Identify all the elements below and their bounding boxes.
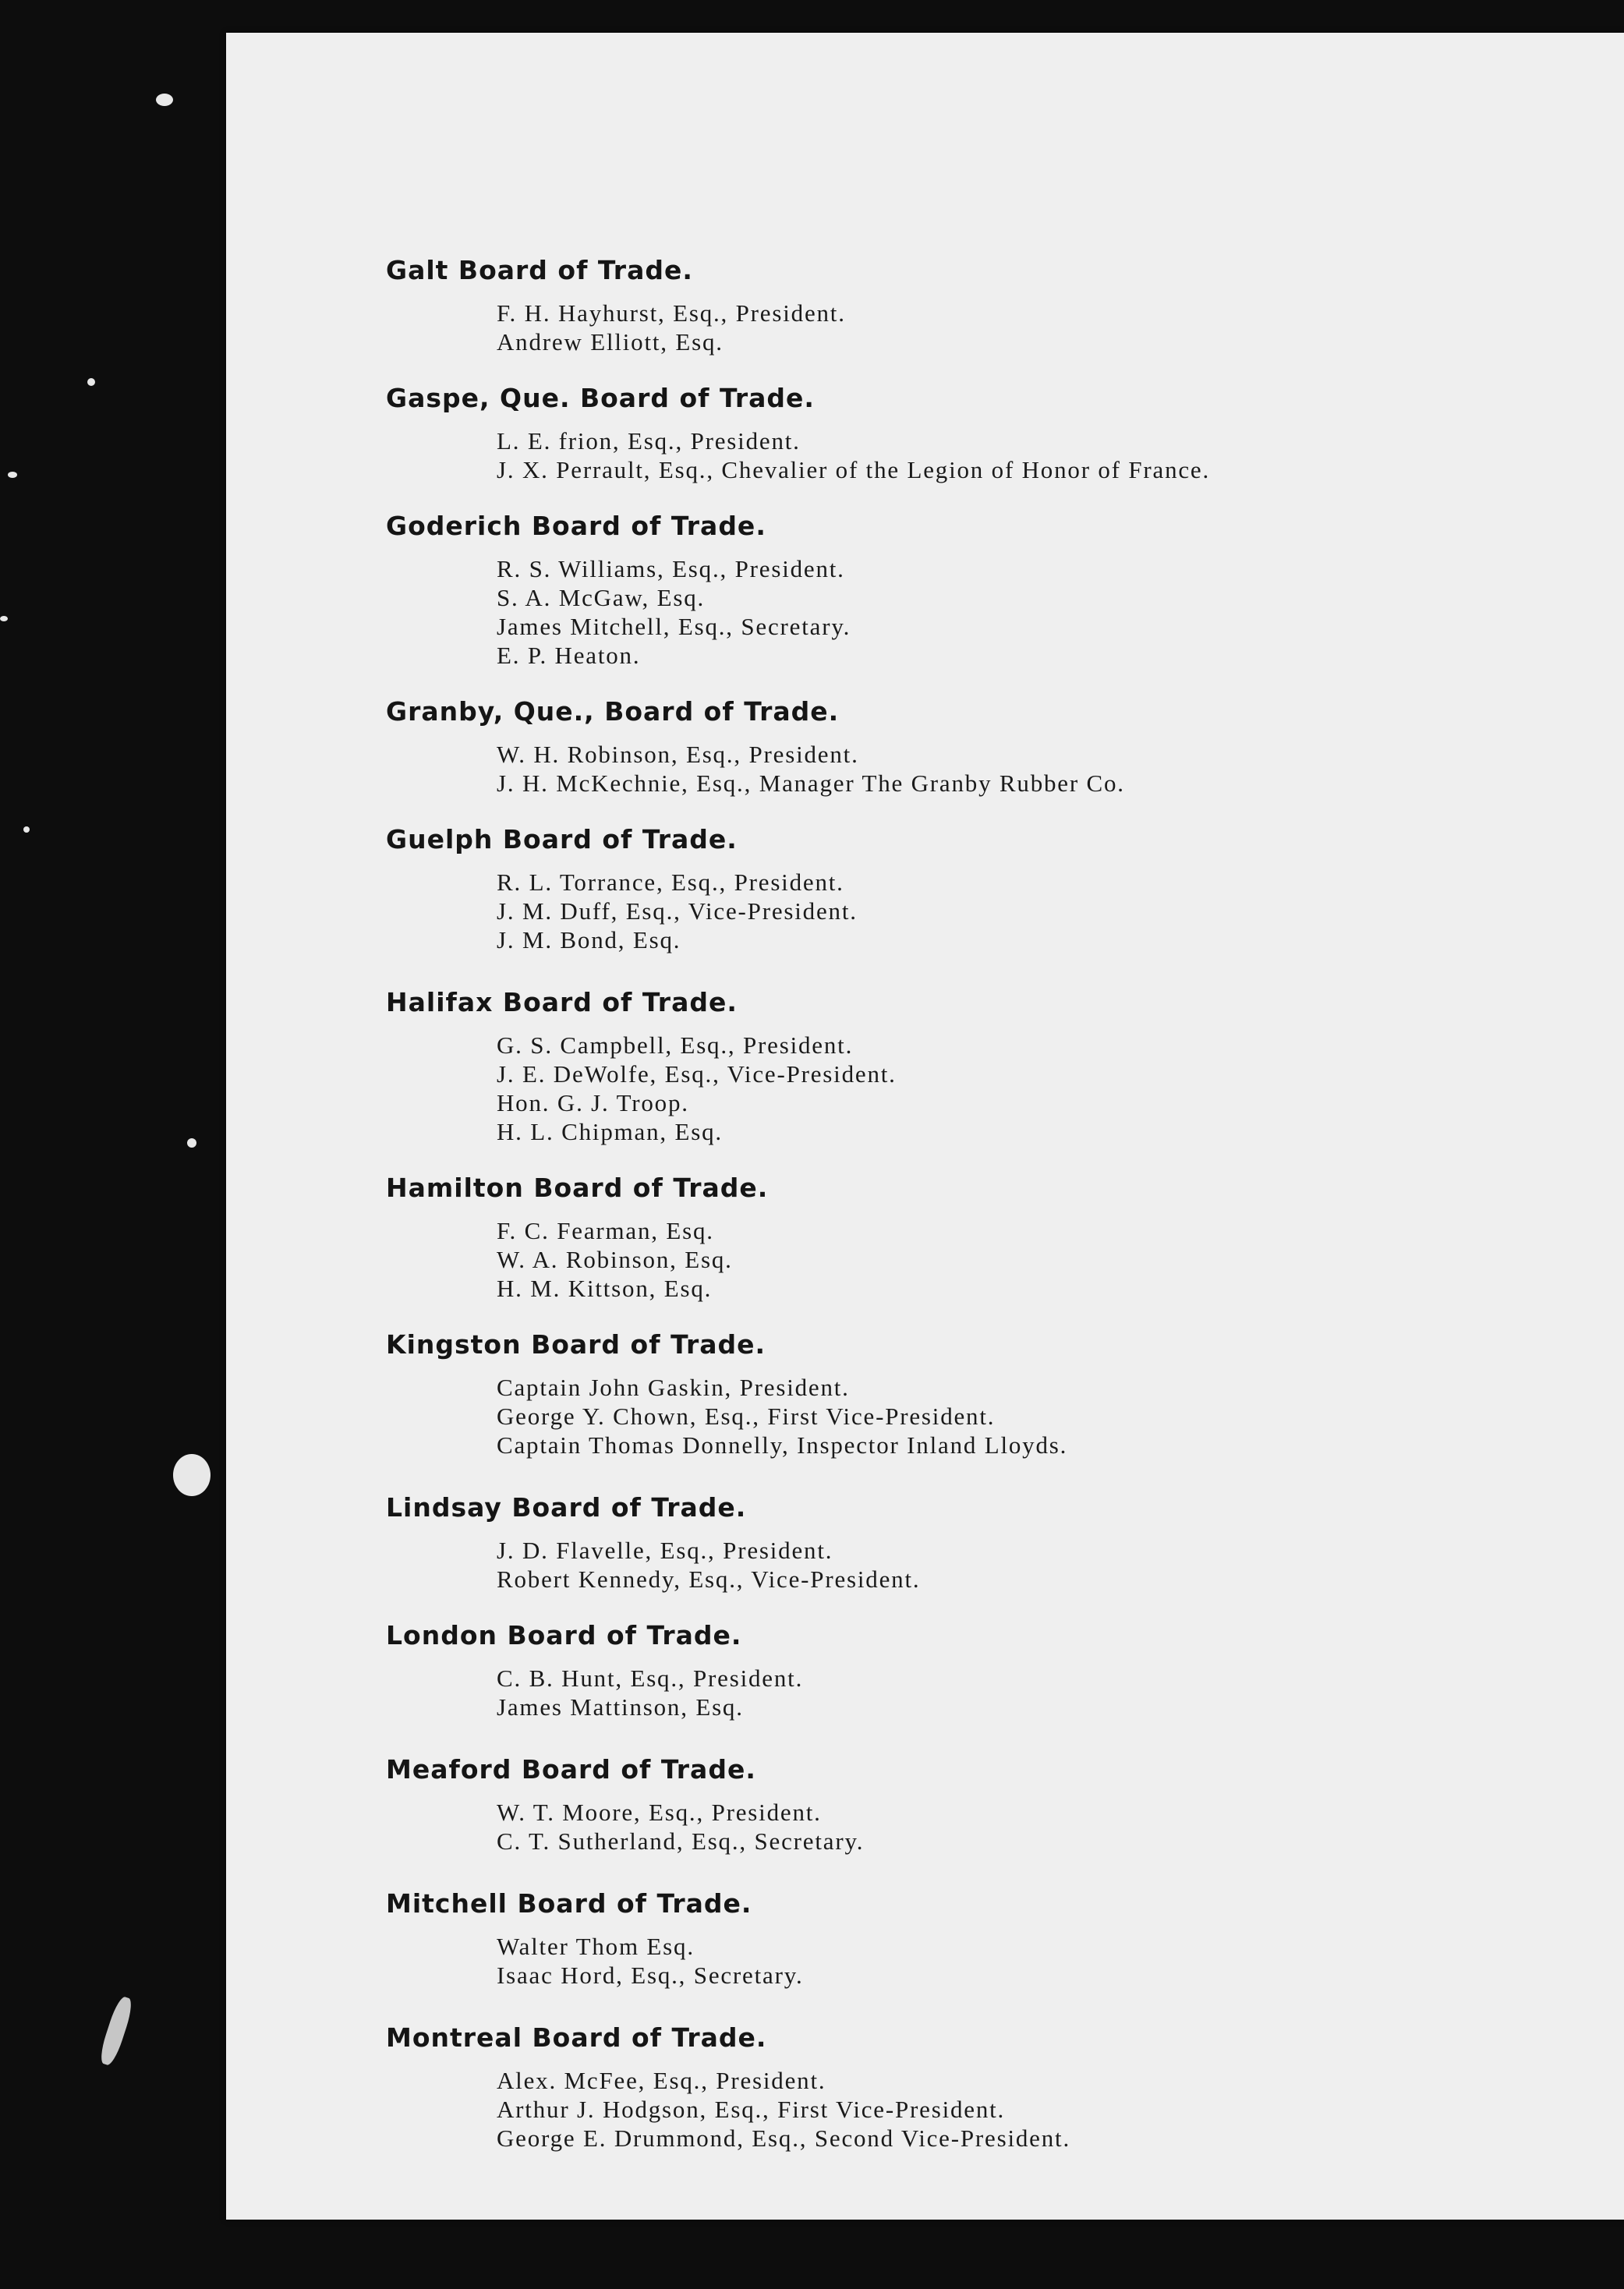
board-entry	[386, 255, 1602, 356]
member-line: Captain Thomas Donnelly, Inspector Inland Lloyds.	[497, 1431, 1068, 1459]
member-line: R. L. Torrance, Esq., President.	[497, 869, 844, 896]
board-heading: London Board of Trade.	[386, 1620, 742, 1650]
member-line: Robert Kennedy, Esq., Vice-President.	[497, 1566, 921, 1593]
board-entry	[386, 511, 1602, 670]
member-line: S. A. McGaw, Esq.	[497, 584, 706, 611]
member-line: J. H. McKechnie, Esq., Manager The Granby Rubber Co.	[497, 769, 1125, 797]
board-heading: Meaford Board of Trade.	[386, 1754, 756, 1785]
member-list	[497, 1536, 1602, 1594]
board-entry	[386, 1754, 1602, 1856]
member-line: J. D. Flavelle, Esq., President.	[497, 1537, 833, 1564]
scan-speck	[0, 616, 8, 621]
member-list	[497, 1373, 1602, 1459]
board-entry	[386, 1888, 1602, 1990]
board-heading: Mitchell Board of Trade.	[386, 1888, 752, 1919]
member-list	[497, 1664, 1602, 1721]
board-entry	[386, 383, 1602, 484]
board-entry	[386, 987, 1602, 1146]
board-entry	[386, 1329, 1602, 1459]
scan-speck	[156, 94, 173, 106]
board-heading: Guelph Board of Trade.	[386, 824, 738, 854]
member-line: F. H. Hayhurst, Esq., President.	[497, 299, 846, 327]
board-heading: Kingston Board of Trade.	[386, 1329, 766, 1360]
member-line: W. H. Robinson, Esq., President.	[497, 741, 859, 768]
member-line: H. L. Chipman, Esq.	[497, 1118, 723, 1145]
member-line: W. A. Robinson, Esq.	[497, 1246, 733, 1273]
member-line: C. T. Sutherland, Esq., Secretary.	[497, 1827, 865, 1855]
board-heading: Montreal Board of Trade.	[386, 2022, 767, 2053]
board-list	[386, 255, 1602, 2179]
board-entry	[386, 824, 1602, 954]
member-list	[497, 1798, 1602, 1856]
scan-speck	[97, 1995, 136, 2067]
member-list	[497, 740, 1602, 798]
board-entry	[386, 1620, 1602, 1721]
member-line: J. E. DeWolfe, Esq., Vice-President.	[497, 1060, 897, 1088]
member-list	[497, 426, 1602, 484]
member-list	[497, 299, 1602, 356]
board-heading: Hamilton Board of Trade.	[386, 1173, 769, 1203]
member-line: James Mattinson, Esq.	[497, 1693, 744, 1721]
scan-speck	[87, 378, 95, 386]
board-entry	[386, 2022, 1602, 2153]
member-list	[497, 868, 1602, 954]
member-line: C. B. Hunt, Esq., President.	[497, 1665, 804, 1692]
scan-speck	[8, 472, 17, 478]
document-page	[226, 33, 1624, 2220]
member-line: J. M. Bond, Esq.	[497, 926, 681, 953]
member-line: J. X. Perrault, Esq., Chevalier of the Legion of Honor of France.	[497, 456, 1211, 483]
board-heading: Galt Board of Trade.	[386, 255, 693, 285]
member-line: Alex. McFee, Esq., President.	[497, 2067, 826, 2094]
member-list	[497, 554, 1602, 670]
board-heading: Halifax Board of Trade.	[386, 987, 738, 1017]
board-heading: Lindsay Board of Trade.	[386, 1492, 747, 1523]
member-line: J. M. Duff, Esq., Vice-President.	[497, 897, 858, 925]
board-heading: Granby, Que., Board of Trade.	[386, 696, 840, 727]
scan-speck	[23, 826, 30, 833]
member-list	[497, 2066, 1602, 2153]
member-line: Andrew Elliott, Esq.	[497, 328, 724, 356]
member-line: L. E. frion, Esq., President.	[497, 427, 801, 455]
member-line: Arthur J. Hodgson, Esq., First Vice-President.	[497, 2096, 1006, 2123]
member-list	[497, 1031, 1602, 1146]
member-line: F. C. Fearman, Esq.	[497, 1217, 714, 1244]
member-line: H. M. Kittson, Esq.	[497, 1275, 713, 1302]
board-heading: Goderich Board of Trade.	[386, 511, 766, 541]
member-line: R. S. Williams, Esq., President.	[497, 555, 845, 582]
member-line: Captain John Gaskin, President.	[497, 1374, 850, 1401]
board-heading: Gaspe, Que. Board of Trade.	[386, 383, 815, 413]
member-line: James Mitchell, Esq., Secretary.	[497, 613, 851, 640]
member-line: G. S. Campbell, Esq., President.	[497, 1031, 854, 1059]
member-list	[497, 1932, 1602, 1990]
member-line: Walter Thom Esq.	[497, 1933, 695, 1960]
member-line: E. P. Heaton.	[497, 642, 641, 669]
scan-speck	[173, 1454, 211, 1496]
board-entry	[386, 1173, 1602, 1303]
member-line: Hon. G. J. Troop.	[497, 1089, 689, 1116]
member-line: George E. Drummond, Esq., Second Vice-President.	[497, 2124, 1070, 2152]
member-list	[497, 1216, 1602, 1303]
member-line: Isaac Hord, Esq., Secretary.	[497, 1962, 804, 1989]
board-entry	[386, 696, 1602, 798]
member-line: W. T. Moore, Esq., President.	[497, 1799, 822, 1826]
board-entry	[386, 1492, 1602, 1594]
scan-speck	[187, 1138, 196, 1148]
member-line: George Y. Chown, Esq., First Vice-President.	[497, 1403, 996, 1430]
